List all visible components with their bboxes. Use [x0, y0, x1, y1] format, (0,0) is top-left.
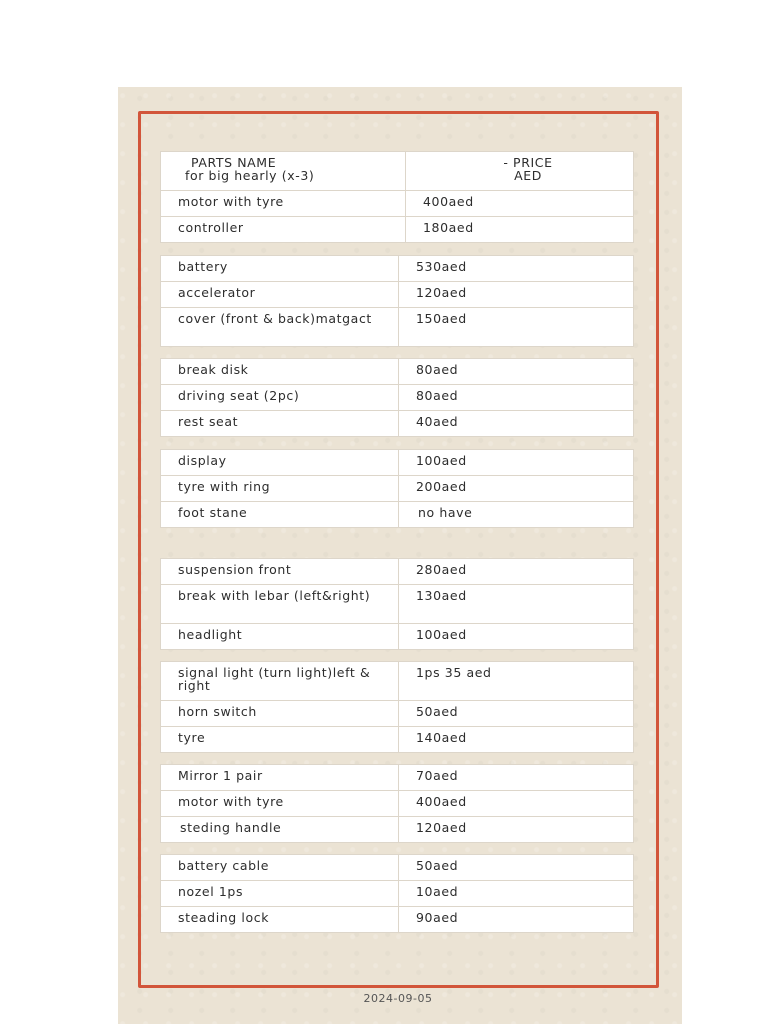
part-price: 50aed — [399, 855, 634, 881]
price-table — [160, 854, 634, 933]
part-price: 70aed — [399, 765, 634, 791]
table-row — [161, 881, 634, 907]
table-row — [161, 701, 634, 727]
table-row — [161, 217, 634, 243]
part-price: 530aed — [399, 256, 634, 282]
table-row — [161, 450, 634, 476]
table-row — [161, 765, 634, 791]
price-table — [160, 358, 634, 437]
table-row — [161, 791, 634, 817]
part-price: no have — [399, 502, 634, 528]
part-price: 150aed — [399, 308, 634, 347]
part-price: 120aed — [399, 282, 634, 308]
table-row — [161, 559, 634, 585]
part-price: 50aed — [399, 701, 634, 727]
part-name: nozel 1ps — [161, 881, 399, 907]
part-name: steding handle — [161, 817, 399, 843]
part-price: 200aed — [399, 476, 634, 502]
table-row — [161, 191, 634, 217]
part-price: 1ps 35 aed — [399, 662, 634, 701]
part-price: 80aed — [399, 359, 634, 385]
part-name: foot stane — [161, 502, 399, 528]
part-name: horn switch — [161, 701, 399, 727]
part-name: rest seat — [161, 411, 399, 437]
table-row — [161, 624, 634, 650]
table-row — [161, 727, 634, 753]
parts-name-header — [161, 152, 406, 191]
part-price: 400aed — [406, 191, 634, 217]
part-name: driving seat (2pc) — [161, 385, 399, 411]
part-name: signal light (turn light)left & right — [161, 662, 399, 701]
part-name: tyre — [161, 727, 399, 753]
part-name: headlight — [161, 624, 399, 650]
part-name: steading lock — [161, 907, 399, 933]
price-table — [160, 661, 634, 753]
parts-name-header-line2: for big hearly (x-3) — [185, 167, 315, 183]
part-name: cover (front & back)matgact — [161, 308, 399, 347]
table-row — [161, 359, 634, 385]
table-row — [161, 585, 634, 624]
price-table — [160, 255, 634, 347]
price-list — [160, 151, 634, 933]
table-row — [161, 662, 634, 701]
part-price: 100aed — [399, 450, 634, 476]
price-table — [160, 449, 634, 528]
part-name: break with lebar (left&right) — [161, 585, 399, 624]
table-row — [161, 282, 634, 308]
part-name: accelerator — [161, 282, 399, 308]
table-row — [161, 476, 634, 502]
part-name: motor with tyre — [161, 191, 406, 217]
price-header — [406, 152, 634, 191]
part-price: 130aed — [399, 585, 634, 624]
table-row — [161, 256, 634, 282]
parts-name-header-line1: PARTS NAME — [191, 155, 277, 170]
table-row — [161, 308, 634, 347]
header-row — [161, 152, 634, 191]
part-name: suspension front — [161, 559, 399, 585]
part-name: battery — [161, 256, 399, 282]
table-row — [161, 411, 634, 437]
part-price: 100aed — [399, 624, 634, 650]
table-row — [161, 385, 634, 411]
part-name: controller — [161, 217, 406, 243]
part-name: tyre with ring — [161, 476, 399, 502]
table-row — [161, 817, 634, 843]
part-price: 40aed — [399, 411, 634, 437]
part-name: motor with tyre — [161, 791, 399, 817]
part-name: display — [161, 450, 399, 476]
part-price: 10aed — [399, 881, 634, 907]
price-header-line1: - PRICE — [503, 155, 553, 170]
price-table — [160, 151, 634, 243]
part-name: Mirror 1 pair — [161, 765, 399, 791]
part-name: battery cable — [161, 855, 399, 881]
part-name: break disk — [161, 359, 399, 385]
document-date: 2024-09-05 — [363, 992, 433, 1005]
part-price: 90aed — [399, 907, 634, 933]
price-header-line2: AED — [514, 167, 542, 183]
part-price: 400aed — [399, 791, 634, 817]
table-row — [161, 502, 634, 528]
part-price: 80aed — [399, 385, 634, 411]
part-price: 140aed — [399, 727, 634, 753]
price-table — [160, 764, 634, 843]
price-table — [160, 558, 634, 650]
part-price: 180aed — [406, 217, 634, 243]
part-price: 120aed — [399, 817, 634, 843]
table-row — [161, 907, 634, 933]
part-price: 280aed — [399, 559, 634, 585]
table-row — [161, 855, 634, 881]
